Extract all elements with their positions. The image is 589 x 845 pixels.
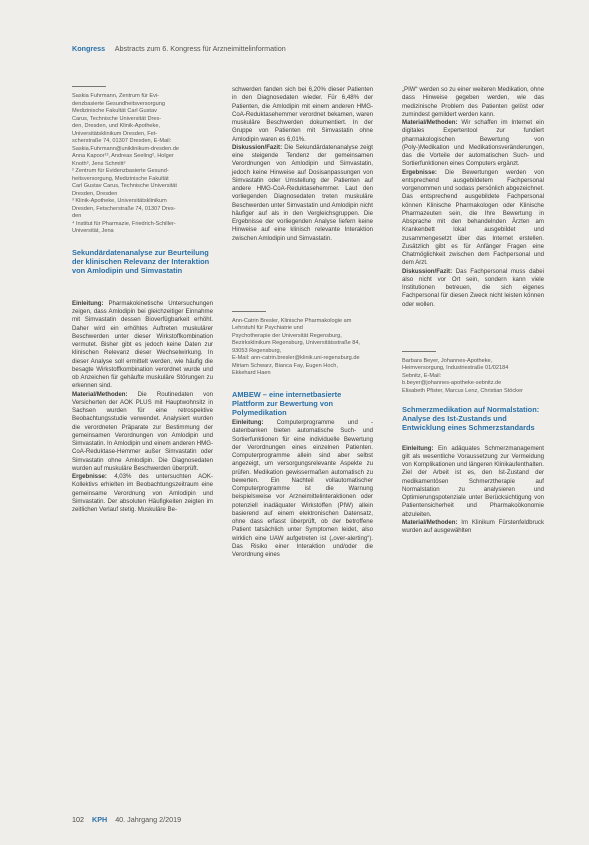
- author-affiliation: Ann-Catrin Bresler, Klinische Pharmakologie am Lehrstuhl für Psychiatrie und Psychotherapie der Universität Regensburg, Bezirksklinikum Regensburg, Universitätsstraße 84, 93053 Regensburg, E-Mail: ann-catrin.bresler@klinik.uni-regensburg.de Miriam Schwarz, Bianca Fay, Eugen Hoch, Ekkehard Haen: [232, 317, 361, 377]
- abstract-title: Sekundärdatenanalyse zur Beurteilung der klinischen Relevanz der Interaktion von Amlodipin und Simvastatin: [72, 247, 210, 275]
- paragraph: Ergebnisse: Die Bewertungen werden von entsprechend ausgebildetem Fachpersonal vorgenommen und sodass persönlich abgezeichnet. Das entsprechend ausgebildete Fachpersonal können Klinische Pharmakologen oder Klinische Pharmazeuten sein, die Ihre Bewertung in Absprache mit den behandelnden Ärzten am Krankenbett lokal ausgebildet und zusammengesetzt über das Internet erstellen. Zusätzlich gibt es für Anfänger Fragen eine Chatmöglichkeit zwischen dem Fachpersonal und dem Arzt.: [402, 168, 544, 267]
- divider: [232, 311, 266, 312]
- author-affiliation: Saskia Fuhrmann, Zentrum für Evi- denzbasierte Gesundheitsversorgung Medizinische Fakultät Carl Gustav Carus, Technische Universität Dres- den, Dresden, und Klinik-Apotheke, Universitätsklinikum Dresden, Fet- scherstraße 74, 01307 Dresden, E-Mail: Saskia.Fuhrmann@uniklinikum-dresden.de Anna Kapoor¹³, Andreas Seeling², Holger Knoth³, Jens Schmitt² ² Zentrum für Evidenzbasierte Gesund- heitsversorgung, Medizinische Fakultät Carl Gustav Carus, Technische Universität Dresden, Dresden ³ Klinik-Apotheke, Universitätsklinikum Dresden, Fetscherstraße 74, 01307 Dres- den ⁴ Institut für Pharmazie, Friedrich-Schiller- Universität, Jena: [72, 93, 180, 234]
- divider: [402, 351, 436, 352]
- paragraph: Einleitung: Pharmakokinetische Untersuchungen zeigen, dass Amlodipin bei gleichzeitiger Einnahme mit Simvastatin dessen Bioverfügbarkeit erhöht. Daher wird ein erhöhtes Auftreten muskulärer Beschwerden unter dieser Wirkstoffkombination vermutet. Bisher gibt es jedoch keine Daten zur klinischen Relevanz dieser Wechselwirkung. In dieser Analyse soll ermittelt werden, wie häufig die besagte Wirkstoffkombination verordnet wurde und ob Anzeichen für gehäufte muskuläre Störungen zu erkennen sind.: [72, 299, 213, 390]
- column-1: [72, 86, 213, 514]
- spacer: [402, 309, 544, 351]
- header-subtitle: Abstracts zum 6. Kongress für Arzneimittelinformation: [114, 44, 286, 53]
- paragraph: Material/Methoden: Die Routinedaten von Versicherten der AOK PLUS mit Hauptwohnsitz in Sachsen wurden für eine retrospektive Beobachtungsstudie verwendet. Analysiert wurden die verordneten Präparate zur Bestimmung der gemeinsamen Verordnungen von Amlodipin und Simvastatin. In Amlodipin und einem anderen HMG-CoA-Reduktase-Hemmer außer Simvastatin oder Simvastatin ohne Amlodipin. Die Diagnosedaten wurden auf muskuläre Beschwerden überprüft.: [72, 390, 213, 472]
- spacer: [232, 243, 373, 311]
- paragraph: Einleitung: Computerprogramme und -datenbanken bieten automatische Such- und Sortierfunktionen für eine individuelle Bewertung der Verordnungen eines einzelnen Patienten. Computerprogramme allein sind aber selbst angezeigt, um versorgungsrelevante Aspekte zu prüfen. Medikation gewissermaßen automatisch zu bewerten. Ein Nachteil vollautomatischer Computerprogramme ist die Warnung beispielsweise vor Arzneimittelinteraktionen oder potenziell inadäquater Wirkstoffen (PIW) allein basierend auf einem elektronischen Datensatz, ohne dass erfasst überprüft, ob der betroffene Patient tatsächlich unter Symptomen leidet, also wirklich eine UAW aufgetreten ist („over-alerting“). Das Risiko einer Interaktion und/oder die Verordnung eines: [232, 419, 373, 559]
- page-header: [72, 44, 286, 53]
- journal-name: KPH: [92, 815, 108, 824]
- abstract-body: [72, 300, 213, 515]
- page-footer: [72, 815, 181, 824]
- column-3: [402, 86, 544, 535]
- paragraph: Ergebnisse: 4,03% des untersuchten AOK-Kollektivs erhielten im Beobachtungszeitraum eine gemeinsame Verordnung von Amlodipin und Simvastatin. Der absoluten Häufigkeiten zeigten im zeitlichen Verlauf stetig. Muskuläre Be-: [72, 473, 213, 514]
- abstract-body: [402, 86, 544, 309]
- paragraph: Material/Methoden: Wir schaffen im Internet ein digitales Expertentool zur fundiert pharmakologischen Bewertung von (Poly-)Medikation und Medikationsveränderungen, das die Vorteile der automatischen Such- und Sortierfunktionen eines Computers ergänzt.: [402, 119, 544, 168]
- paragraph: Material/Methoden: Im Klinikum Fürstenfeldbruck wurden auf ausgewählten: [402, 518, 544, 535]
- page-number: 102: [72, 815, 84, 824]
- paragraph: schwerden fanden sich bei 6,20% dieser Patienten in den Diagnosedaten wieder. Für 6,48% der Patienten, die Amlodipin mit einem anderen HMG-CoA-Reduktasehemmer verordnet bekamen, waren muskuläre Beschwerden dokumentiert. In der Gruppe von Patienten mit Simvastatin ohne Amlodipin waren es 6,01%.: [232, 86, 373, 143]
- paragraph: „PIW“ werden so zu einer weiteren Medikation, ohne dass Hinweise gegeben werden, wie das medizinische Problem des Patienten gelöst oder zumindest gemildert werden kann.: [402, 86, 544, 118]
- abstract-body: [402, 445, 544, 536]
- column-2: [232, 86, 373, 559]
- paragraph: Diskussion/Fazit: Das Fachpersonal muss dabei also nicht vor Ort sein, sondern kann viele Institutionen betreuen, die sich eigenes Fachpersonal für diesen Zweck nicht leisten können oder wollen.: [402, 267, 544, 308]
- issue-info: 40. Jahrgang 2/2019: [115, 815, 182, 824]
- paragraph: Einleitung: Ein adäquates Schmerzmanagement gilt als wesentliche Voraussetzung zur Vermeidung von Komplikationen und längeren Klinikaufenthalten. Ziel der Arbeit ist es, den Ist-Zustand der medikamentösen Schmerztherapie auf Normalstation zu analysieren und Optimierungspotenziale unter Berücksichtigung von Patientensicherheit und Pharmakoökonomie abzuleiten.: [402, 444, 544, 518]
- abstract-body: [232, 86, 373, 243]
- abstract-title: Schmerzmedikation auf Normalstation: Analyse des Ist-Zustands und Entwicklung eines Schmerzstandards: [402, 405, 540, 433]
- section-label: Kongress: [72, 44, 106, 53]
- paragraph: Diskussion/Fazit: Die Sekundärdatenanalyse zeigt eine steigende Tendenz der gemeinsamen Verordnungen von Amlodipin und Simvastatin, jedoch keine Hinweise auf Dosisanpassungen von Simvastatin oder Umstellung der Patienten auf andere HMG-CoA-Reduktasehemmer. Laut den vorliegenden Diagnosedaten treten muskuläre Beschwerden unter Simvastatin und Amlodipin nicht häufiger auf als in den Vergleichsgruppen. Die Ergebnisse der vorliegenden Analyse liefern keine Hinweise auf eine klinisch relevante Interaktion zwischen Amlodipin und Simvastatin.: [232, 143, 373, 242]
- abstract-title: AMBEW – eine internetbasierte Plattform zur Bewertung von Polymedikation: [232, 389, 342, 417]
- author-affiliation: Barbara Beyer, Johannes-Apotheke, Heimversorgung, Industriestraße 01/02184 Sebnitz, E-Mail: b.beyer@johannes-apotheke-sebnitz.de Elisabeth Pfister, Marcus Lenz, Christian Stöcker: [402, 357, 523, 394]
- divider: [72, 86, 106, 87]
- abstract-body: [232, 419, 373, 559]
